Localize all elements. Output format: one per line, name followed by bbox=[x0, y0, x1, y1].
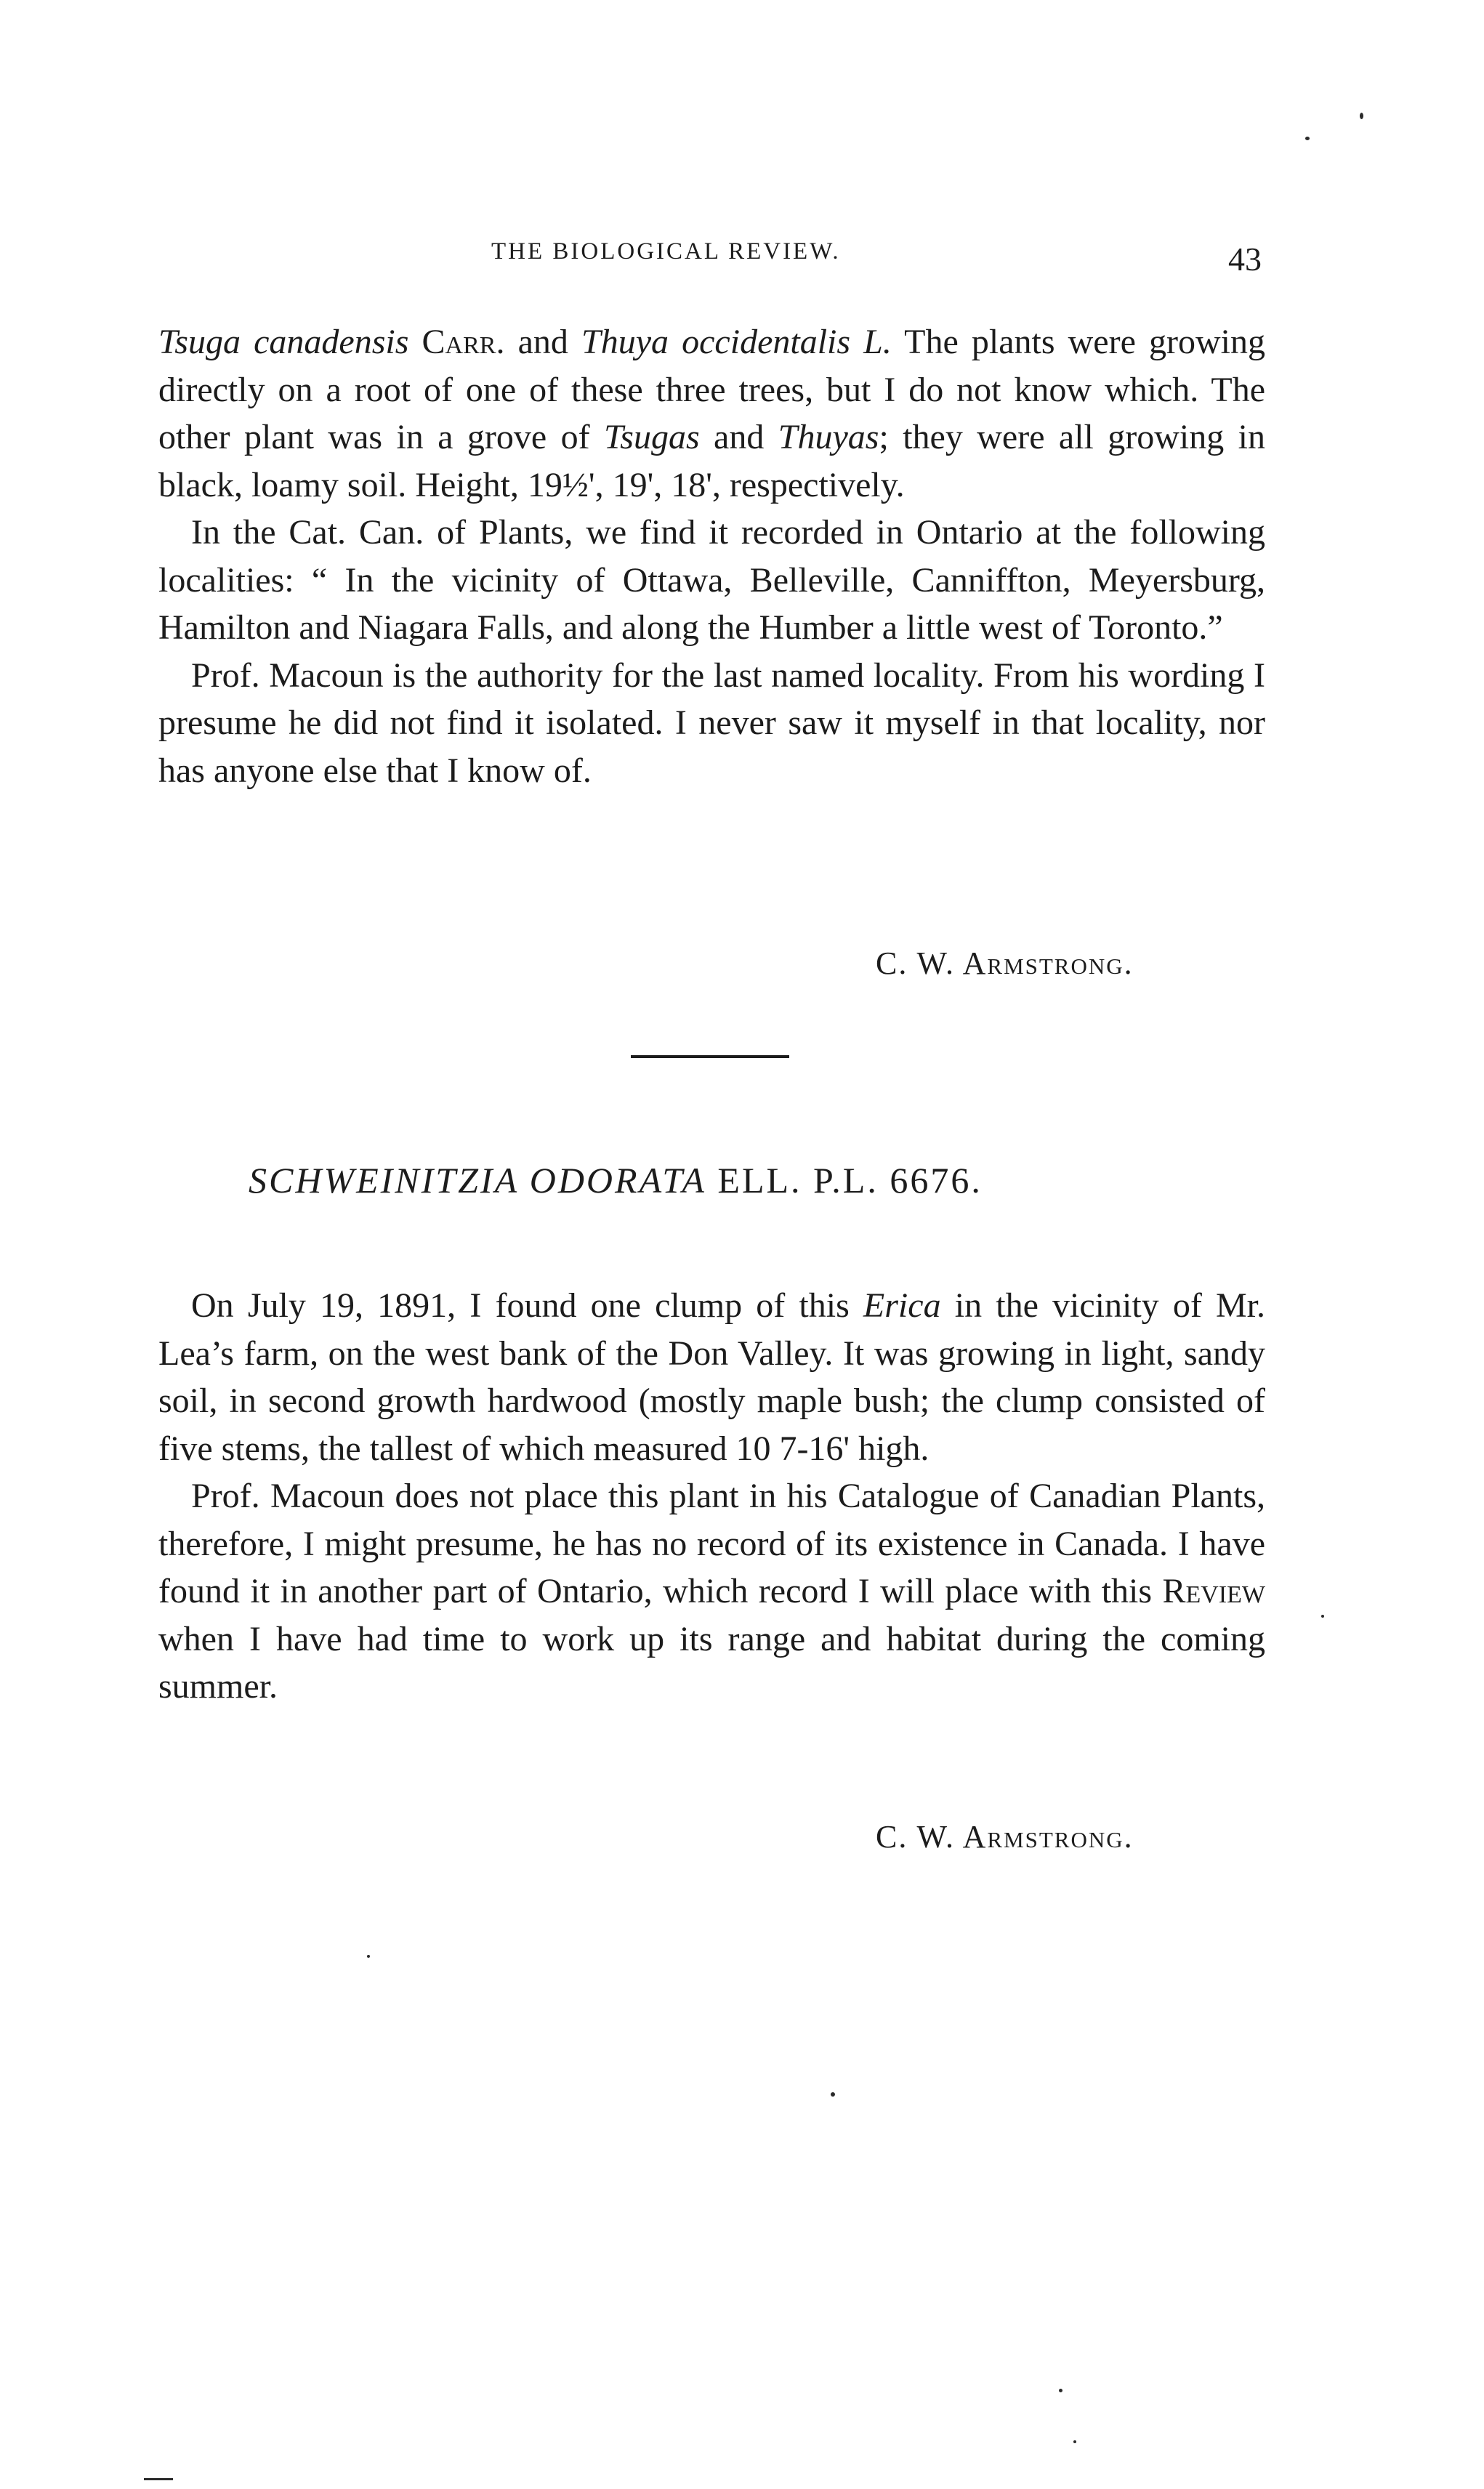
article-2-title-species: SCHWEINITZIA ODORATA bbox=[249, 1160, 706, 1201]
print-speck bbox=[144, 2478, 173, 2480]
print-speck bbox=[1305, 137, 1310, 140]
print-speck bbox=[831, 2092, 835, 2097]
article-2-title bbox=[249, 1159, 983, 1201]
print-speck bbox=[367, 1955, 370, 1958]
print-speck bbox=[1360, 113, 1363, 119]
species-name: Tsuga canadensis bbox=[158, 323, 409, 361]
genus-name: Erica bbox=[863, 1286, 941, 1325]
article-2-signature: C. W. Armstrong. bbox=[876, 1819, 1134, 1855]
article-1-signature: C. W. Armstrong. bbox=[876, 945, 1134, 981]
article-2-title-reference: ELL. P.L. 6676. bbox=[706, 1160, 983, 1201]
article-1-body bbox=[158, 318, 1265, 794]
running-header: THE BIOLOGICAL REVIEW. bbox=[491, 238, 841, 265]
article-1-paragraph-1: Tsuga canadensis Carr. and Thuya occidentalis L. The plants were growing directly on a root of one of these three trees, but I do not know which. The other plant was in a grove of Tsugas and Thuyas; they were all growing in black, loamy soil. Height, 19½', 19', 18', respectively. bbox=[158, 323, 1265, 504]
species-name: Thuya occidentalis L. bbox=[581, 323, 892, 361]
article-1-paragraph-2: In the Cat. Can. of Plants, we find it recorded in Ontario at the following localities: “ In the vicinity of Ottawa, Belleville, Canniffton, Meyersburg, Hamilton and Niagara Falls, and along the Humber a little west of Toronto.” bbox=[158, 513, 1265, 647]
print-speck bbox=[1073, 2440, 1076, 2443]
section-divider bbox=[631, 1055, 789, 1058]
article-1-paragraph-3: Prof. Macoun is the authority for the last named locality. From his wording I presume he did not find it isolated. I never saw it myself in that locality, nor has anyone else that I know of. bbox=[158, 655, 1265, 790]
page-number: 43 bbox=[1228, 241, 1262, 278]
article-2-body bbox=[158, 1282, 1265, 1711]
author-abbrev: Carr. bbox=[422, 323, 505, 361]
print-speck bbox=[1321, 1615, 1324, 1618]
print-speck bbox=[1059, 2389, 1062, 2392]
genus-plural: Thuyas bbox=[778, 418, 879, 456]
article-2-paragraph-2: Prof. Macoun does not place this plant in his Catalogue of Canadian Plants, therefore, I might presume, he has no record of its existence in Canada. I have found it in another part of Ontario, which record I will place with this Review when I have had time to work up its range and habitat during the coming summer. bbox=[158, 1477, 1265, 1706]
journal-name: Review bbox=[1162, 1572, 1265, 1610]
article-2-paragraph-1: On July 19, 1891, I found one clump of this Erica in the vicinity of Mr. Lea’s farm, on the west bank of the Don Valley. It was growing in light, sandy soil, in second growth hardwood (mostly maple bush; the clump consisted of five stems, the tallest of which measured 10 7-16' high. bbox=[158, 1286, 1266, 1468]
genus-plural: Tsugas bbox=[603, 418, 700, 456]
